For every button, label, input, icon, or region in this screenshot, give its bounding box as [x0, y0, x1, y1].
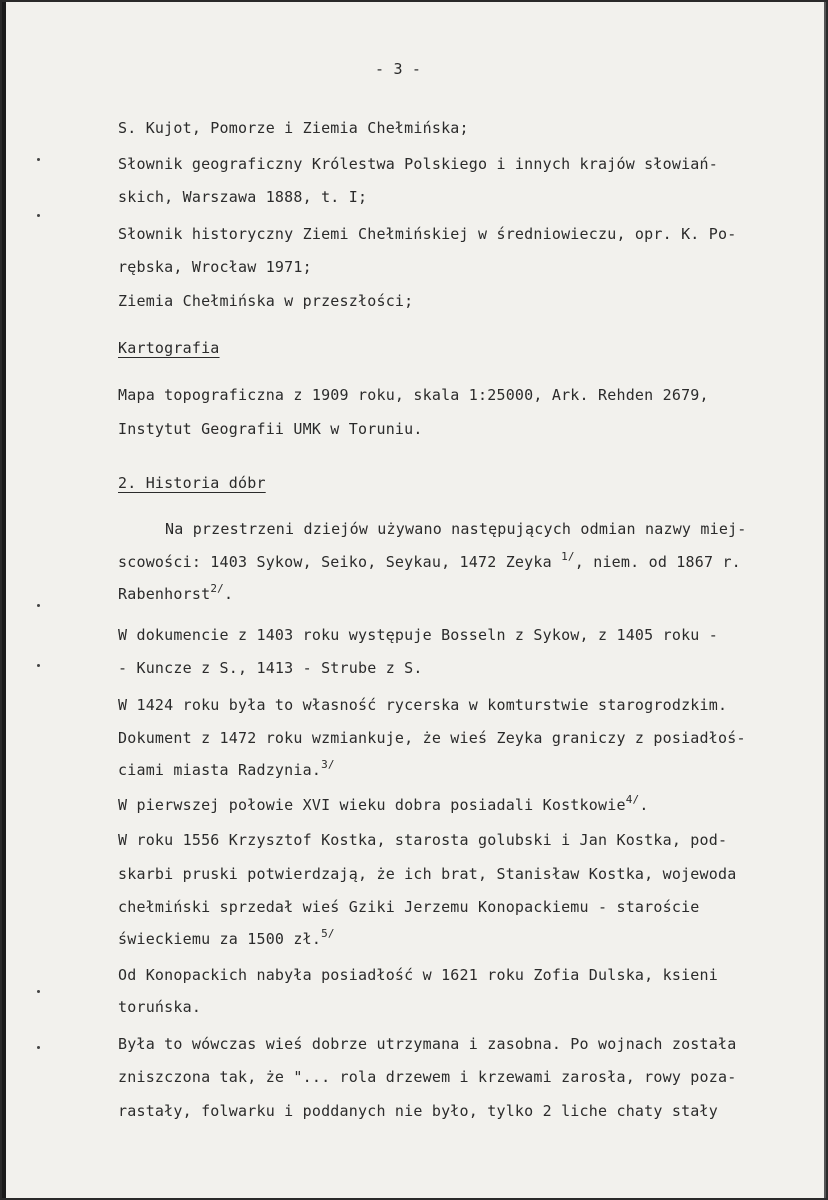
body-text: scowości: 1403 Sykow, Seiko, Seykau, 1472 Zeyka — [118, 553, 552, 571]
body-text: ciami miasta Radzynia. — [118, 761, 322, 779]
bibliography-line: skich, Warszawa 1888, t. I; — [118, 188, 368, 206]
body-line — [118, 582, 234, 603]
body-line: Była to wówczas wieś dobrze utrzymana i zasobna. Po wojnach została — [118, 1035, 737, 1053]
section-heading-history: 2. Historia dóbr — [118, 474, 266, 492]
body-text: . — [639, 796, 649, 814]
footnote-marker: 1/ — [561, 550, 575, 563]
body-line: Od Konopackich nabyła posiadłość w 1621 roku Zofia Dulska, ksieni — [118, 966, 718, 984]
bibliography-line: Ziemia Chełmińska w przeszłości; — [118, 292, 414, 310]
body-line — [118, 550, 741, 571]
bibliography-line: rębska, Wrocław 1971; — [118, 258, 312, 276]
body-line — [118, 793, 649, 814]
body-line: - Kuncze z S., 1413 - Strube z S. — [118, 659, 423, 677]
body-line: W dokumencie z 1403 roku występuje Bosseln z Sykow, z 1405 roku - — [118, 626, 718, 644]
body-text: W pierwszej połowie XVI wieku dobra posiadali Kostkowie — [118, 796, 626, 814]
body-line — [118, 758, 335, 779]
punch-mark — [37, 1046, 40, 1049]
body-text: świeckiemu za 1500 zł. — [118, 930, 322, 948]
body-line: Na przestrzeni dziejów używano następujących odmian nazwy miej- — [165, 520, 747, 538]
cartography-line: Mapa topograficzna z 1909 roku, skala 1:25000, Ark. Rehden 2679, — [118, 386, 709, 404]
punch-mark — [37, 158, 40, 161]
body-text: , niem. od 1867 r. — [574, 553, 741, 571]
footnote-marker: 3/ — [321, 758, 335, 771]
body-line: W 1424 roku była to własność rycerska w komturstwie starogrodzkim. — [118, 696, 728, 714]
cartography-line: Instytut Geografii UMK w Toruniu. — [118, 420, 423, 438]
body-line: toruńska. — [118, 998, 202, 1016]
body-line: chełmiński sprzedał wieś Gziki Jerzemu Konopackiemu - staroście — [118, 898, 700, 916]
body-line: skarbi pruski potwierdzają, że ich brat, Stanisław Kostka, wojewoda — [118, 865, 737, 883]
footnote-marker: 2/ — [210, 582, 224, 595]
page-number: - 3 - — [375, 60, 422, 78]
body-text: Rabenhorst — [118, 585, 211, 603]
section-heading-cartography: Kartografia — [118, 339, 220, 357]
body-line: Dokument z 1472 roku wzmiankuje, że wieś Zeyka graniczy z posiadłoś- — [118, 729, 746, 747]
bibliography-line: Słownik geograficzny Królestwa Polskiego i innych krajów słowiań- — [118, 155, 718, 173]
punch-mark — [37, 990, 40, 993]
punch-mark — [37, 214, 40, 217]
body-line: rastały, folwarku i poddanych nie było, tylko 2 liche chaty stały — [118, 1102, 718, 1120]
footnote-marker: 4/ — [625, 793, 640, 806]
body-line: W roku 1556 Krzysztof Kostka, starosta golubski i Jan Kostka, pod- — [118, 831, 728, 849]
body-line: zniszczona tak, że "... rola drzewem i krzewami zarosła, rowy poza- — [118, 1068, 737, 1086]
body-text: . — [223, 585, 234, 603]
bibliography-line: S. Kujot, Pomorze i Ziemia Chełmińska; — [118, 119, 469, 137]
punch-mark — [37, 664, 40, 667]
footnote-marker: 5/ — [321, 927, 335, 940]
punch-mark — [37, 604, 40, 607]
bibliography-line: Słownik historyczny Ziemi Chełmińskiej w średniowieczu, opr. K. Po- — [118, 225, 737, 243]
body-line — [118, 927, 335, 948]
